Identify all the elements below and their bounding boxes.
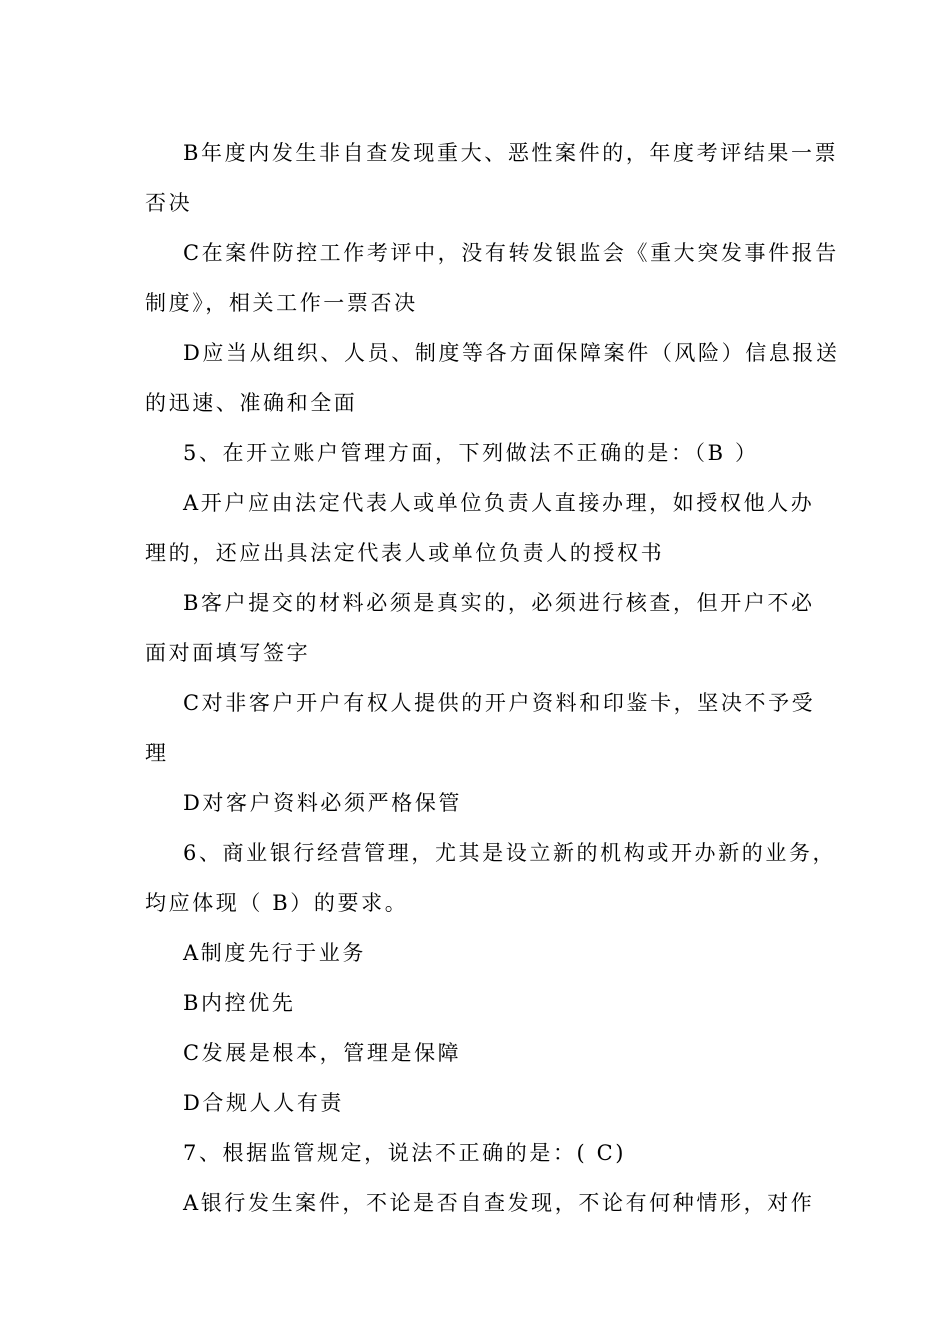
q4-option-d (145, 328, 840, 428)
text-line: D对客户资料必须严格保管 (183, 791, 463, 815)
q6-question (145, 828, 837, 928)
q6-option-b (145, 978, 805, 1028)
text-line: A银行发生案件，不论是否自查发现，不论有何种情形，对作 (183, 1191, 815, 1215)
text-line: 6、商业银行经营管理，尤其是设立新的机构或开办新的业务， (183, 841, 837, 865)
text-line: C在案件防控工作考评中，没有转发银监会《重大突发事件报告 (183, 241, 839, 265)
text-line: 7、根据监管规定，说法不正确的是：( C) (183, 1141, 627, 1165)
q4-option-b (145, 128, 839, 228)
text-line: 5、在开立账户管理方面，下列做法不正确的是：（B ） (183, 441, 759, 465)
text-line: B内控优先 (183, 991, 296, 1015)
text-line: A制度先行于业务 (183, 941, 366, 965)
document-body (145, 128, 840, 1228)
q6-option-d (145, 1078, 805, 1128)
text-line: 制度》，相关工作一票否决 (145, 291, 418, 315)
q5-option-a (145, 478, 815, 578)
q7-question (145, 1128, 805, 1178)
q4-option-c (145, 228, 839, 328)
text-line: 面对面填写签字 (145, 641, 311, 665)
text-line: 否决 (145, 191, 193, 215)
text-line: B年度内发生非自查发现重大、恶性案件的，年度考评结果一票 (183, 141, 839, 165)
text-line: 理 (145, 741, 169, 765)
q5-question (145, 428, 805, 478)
q5-option-b (145, 578, 815, 678)
text-line: C对非客户开户有权人提供的开户资料和印鉴卡，坚决不予受 (183, 691, 816, 715)
text-line: B客户提交的材料必须是真实的，必须进行核查，但开户不必 (183, 591, 815, 615)
q6-option-a (145, 928, 805, 978)
q7-option-a (145, 1178, 815, 1228)
text-line: C发展是根本，管理是保障 (183, 1041, 462, 1065)
text-line: 的迅速、准确和全面 (145, 391, 358, 415)
text-line: 理的，还应出具法定代表人或单位负责人的授权书 (145, 541, 665, 565)
text-line: D应当从组织、人员、制度等各方面保障案件（风险）信息报送 (183, 341, 840, 365)
q5-option-c (145, 678, 816, 778)
q5-option-d (145, 778, 805, 828)
text-line: D合规人人有责 (183, 1091, 345, 1115)
text-line: 均应体现（ B）的要求。 (145, 891, 409, 915)
q6-option-c (145, 1028, 805, 1078)
text-line: A开户应由法定代表人或单位负责人直接办理，如授权他人办 (183, 491, 815, 515)
